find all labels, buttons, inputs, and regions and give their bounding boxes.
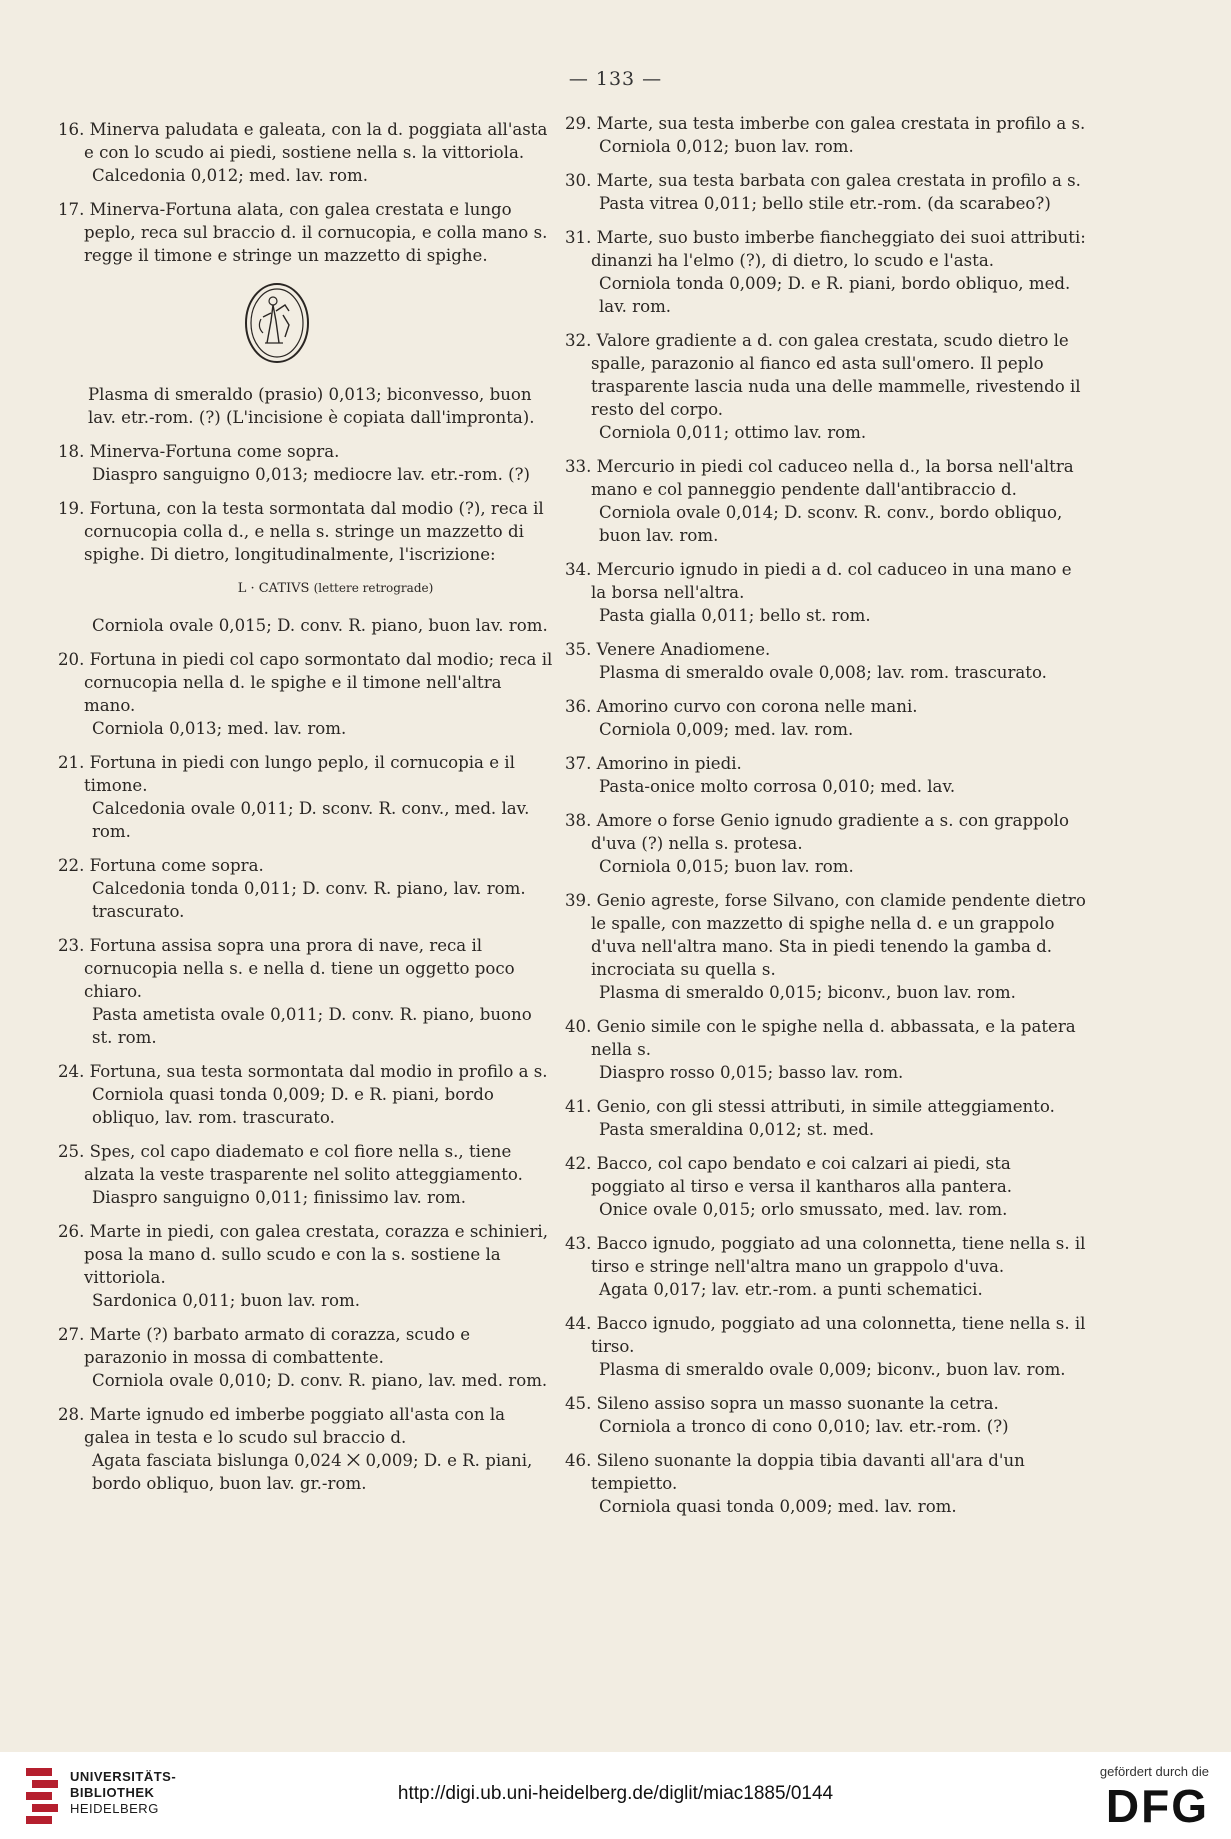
entry-detail: Pasta vitrea 0,011; bello stile etr.-rom. (da scarabeo?) xyxy=(599,194,1051,213)
entry-detail: Calcedonia ovale 0,011; D. sconv. R. conv., med. lav. rom. xyxy=(92,799,530,841)
entry-detail: Agata 0,017; lav. etr.-rom. a punti schematici. xyxy=(599,1280,983,1299)
entry-detail: Diaspro sanguigno 0,013; mediocre lav. etr.-rom. (?) xyxy=(92,465,530,484)
entry-detail: Corniola 0,013; med. lav. rom. xyxy=(92,719,347,738)
catalog-entry xyxy=(565,455,1087,547)
catalog-entry xyxy=(565,1312,1087,1381)
library-line-3: HEIDELBERG xyxy=(70,1801,159,1816)
catalog-entry xyxy=(565,169,1087,215)
entry-title: 29. Marte, sua testa imberbe con galea crestata in profilo a s. xyxy=(565,114,1086,133)
entry-title: 20. Fortuna in piedi col capo sormontato dal modio; reca il cornucopia nella d. le spighe e il timone nell'altra mano. xyxy=(58,650,553,715)
inscription-text: L · CATIVS xyxy=(237,581,310,596)
entry-detail: Calcedonia 0,012; med. lav. rom. xyxy=(92,166,368,185)
entry-title: 16. Minerva paludata e galeata, con la d. poggiata all'asta e con lo scudo ai piedi, sostiene nella s. la vittoriola. xyxy=(58,120,548,162)
library-line-2: BIBLIOTHEK xyxy=(70,1785,155,1800)
entry-title: 38. Amore o forse Genio ignudo gradiente a s. con grappolo d'uva (?) nella s. protesa. xyxy=(565,811,1069,853)
catalog-entry xyxy=(565,752,1087,798)
entry-detail: Diaspro sanguigno 0,011; finissimo lav. rom. xyxy=(92,1188,466,1207)
entry-detail: Corniola quasi tonda 0,009; D. e R. piani, bordo obliquo, lav. rom. trascurato. xyxy=(92,1085,494,1127)
entry-detail: Plasma di smeraldo ovale 0,009; biconv., buon lav. rom. xyxy=(599,1360,1066,1379)
entry-detail: Corniola 0,015; buon lav. rom. xyxy=(599,857,854,876)
catalog-entry xyxy=(58,751,553,843)
catalog-entry xyxy=(565,1152,1087,1221)
catalog-entry xyxy=(565,112,1087,158)
entry-detail: Corniola 0,009; med. lav. rom. xyxy=(599,720,854,739)
entry-title: 24. Fortuna, sua testa sormontata dal modio in profilo a s. xyxy=(58,1062,548,1081)
entry-title: 33. Mercurio in piedi col caduceo nella d., la borsa nell'altra mano e col panneggio pendente dall'antibraccio d. xyxy=(565,457,1074,499)
entry-title: 37. Amorino in piedi. xyxy=(565,754,742,773)
gem-engraving-icon xyxy=(243,281,311,365)
entry-detail: Calcedonia tonda 0,011; D. conv. R. piano, lav. rom. trascurato. xyxy=(92,879,526,921)
catalog-entry xyxy=(58,854,553,923)
entry-detail: Onice ovale 0,015; orlo smussato, med. lav. rom. xyxy=(599,1200,1008,1219)
entry-title: 30. Marte, sua testa barbata con galea crestata in profilo a s. xyxy=(565,171,1081,190)
entry-title: 42. Bacco, col capo bendato e coi calzari ai piedi, sta poggiato al tirso e versa il kantharos alla pantera. xyxy=(565,1154,1013,1196)
footer-bar xyxy=(0,1752,1231,1839)
catalog-entry xyxy=(58,497,553,566)
catalog-entry xyxy=(58,1323,553,1392)
entry-title: 32. Valore gradiente a d. con galea crestata, scudo dietro le spalle, parazonio al fianco ed asta sull'omero. Il peplo trasparente lascia nuda una delle mammelle, rivestendo il resto del corpo. xyxy=(565,331,1081,419)
entry-detail: Diaspro rosso 0,015; basso lav. rom. xyxy=(599,1063,904,1082)
entry-detail: Agata fasciata bislunga 0,024 ⨉ 0,009; D. e R. piani, bordo obliquo, buon lav. gr.-rom. xyxy=(92,1451,533,1493)
entry-detail: Pasta-onice molto corrosa 0,010; med. lav. xyxy=(599,777,956,796)
entry-detail: Corniola ovale 0,014; D. sconv. R. conv., bordo obliquo, buon lav. rom. xyxy=(599,503,1063,545)
entry-title: 39. Genio agreste, forse Silvano, con clamide pendente dietro le spalle, con mazzetto di spighe nella d. e un grappolo d'uva nell'altra mano. Sta in piedi tenendo la gamba d. incrociata su quella s. xyxy=(565,891,1086,979)
funding-caption: gefördert durch die xyxy=(1099,1764,1209,1779)
catalog-entry xyxy=(565,695,1087,741)
entry-detail: Corniola 0,012; buon lav. rom. xyxy=(599,137,854,156)
catalog-entry xyxy=(565,1392,1087,1438)
left-entries-b xyxy=(58,440,553,566)
catalog-entry xyxy=(565,809,1087,878)
catalog-entry xyxy=(58,1220,553,1312)
right-entries xyxy=(565,112,1087,1518)
entry-detail: Corniola 0,011; ottimo lav. rom. xyxy=(599,423,867,442)
left-column xyxy=(58,118,553,1506)
entry-detail: Pasta ametista ovale 0,011; D. conv. R. piano, buono st. rom. xyxy=(92,1005,532,1047)
entry-title: 25. Spes, col capo diademato e col fiore nella s., tiene alzata la veste trasparente nel solito atteggiamento. xyxy=(58,1142,523,1184)
entry-detail: Sardonica 0,011; buon lav. rom. xyxy=(92,1291,360,1310)
left-entries-c xyxy=(58,648,553,1495)
entry-19-detail: Corniola ovale 0,015; D. conv. R. piano, buon lav. rom. xyxy=(92,616,548,635)
entry-detail: Corniola tonda 0,009; D. e R. piani, bordo obliquo, med. lav. rom. xyxy=(599,274,1071,316)
right-column xyxy=(565,112,1087,1529)
catalog-entry xyxy=(58,198,553,267)
entry-title: 17. Minerva-Fortuna alata, con galea crestata e lungo peplo, reca sul braccio d. il cornucopia, e colla mano s. regge il timone e stringe un mazzetto di spighe. xyxy=(58,200,548,265)
catalog-entry xyxy=(58,1403,553,1495)
entry-detail: Pasta gialla 0,011; bello st. rom. xyxy=(599,606,871,625)
entry-title: 28. Marte ignudo ed imberbe poggiato all'asta con la galea in testa e lo scudo sul braccio d. xyxy=(58,1405,506,1447)
entry-title: 22. Fortuna come sopra. xyxy=(58,856,264,875)
catalog-entry xyxy=(565,638,1087,684)
catalog-entry xyxy=(565,226,1087,318)
entry-title: 45. Sileno assiso sopra un masso suonante la cetra. xyxy=(565,1394,999,1413)
left-entries-a xyxy=(58,118,553,267)
catalog-entry xyxy=(565,889,1087,1004)
entry-detail: Corniola ovale 0,010; D. conv. R. piano, lav. med. rom. xyxy=(92,1371,548,1390)
catalog-entry xyxy=(58,118,553,187)
entry-title: 36. Amorino curvo con corona nelle mani. xyxy=(565,697,918,716)
entry-title: 23. Fortuna assisa sopra una prora di nave, reca il cornucopia nella s. e nella d. tiene un oggetto poco chiaro. xyxy=(58,936,515,1001)
entry-title: 46. Sileno suonante la doppia tibia davanti all'ara d'un tempietto. xyxy=(565,1451,1025,1493)
inscription-note: (lettere retrograde) xyxy=(313,581,434,595)
catalog-entry xyxy=(565,1449,1087,1518)
catalog-entry xyxy=(58,1140,553,1209)
entry-title: 34. Mercurio ignudo in piedi a d. col caduceo in una mano e la borsa nell'altra. xyxy=(565,560,1072,602)
catalog-entry xyxy=(58,440,553,486)
catalog-entry xyxy=(565,1232,1087,1301)
catalog-entry xyxy=(565,1015,1087,1084)
entry-title: 35. Venere Anadiomene. xyxy=(565,640,771,659)
catalog-entry xyxy=(58,648,553,740)
page-url-link[interactable]: http://digi.ub.uni-heidelberg.de/diglit/miac1885/0144 xyxy=(397,1783,834,1804)
entry-detail: Plasma di smeraldo ovale 0,008; lav. rom. trascurato. xyxy=(599,663,1047,682)
entry-title: 19. Fortuna, con la testa sormontata dal modio (?), reca il cornucopia colla d., e nella s. stringe un mazzetto di spighe. Di dietro, longitudinalmente, l'iscrizione: xyxy=(58,499,544,564)
catalog-entry xyxy=(565,1095,1087,1141)
dfg-logo: DFG xyxy=(1105,1780,1209,1832)
library-line-1: UNIVERSITÄTS- xyxy=(70,1769,177,1784)
page-number: — 133 — xyxy=(568,68,663,90)
inscription xyxy=(58,577,553,600)
entry-title: 43. Bacco ignudo, poggiato ad una colonnetta, tiene nella s. il tirso e stringe nell'altra mano un grappolo d'uva. xyxy=(565,1234,1086,1276)
entry-title: 44. Bacco ignudo, poggiato ad una colonnetta, tiene nella s. il tirso. xyxy=(565,1314,1086,1356)
catalog-entry xyxy=(565,329,1087,444)
catalog-entry xyxy=(58,1060,553,1129)
entry-detail: Corniola quasi tonda 0,009; med. lav. rom. xyxy=(599,1497,957,1516)
entry-title: 21. Fortuna in piedi con lungo peplo, il cornucopia e il timone. xyxy=(58,753,515,795)
entry-title: 27. Marte (?) barbato armato di corazza, scudo e parazonio in mossa di combattente. xyxy=(58,1325,471,1367)
entry-detail: Pasta smeraldina 0,012; st. med. xyxy=(599,1120,875,1139)
entry-title: 26. Marte in piedi, con galea crestata, corazza e schinieri, posa la mano d. sullo scudo e con la s. sostiene la vittoriola. xyxy=(58,1222,549,1287)
entry-detail: Corniola a tronco di cono 0,010; lav. etr.-rom. (?) xyxy=(599,1417,1009,1436)
entry-title: 31. Marte, suo busto imberbe fiancheggiato dei suoi attributi: dinanzi ha l'elmo (?), di dietro, lo scudo e l'asta. xyxy=(565,228,1086,270)
gem-illustration xyxy=(243,281,311,365)
entry-title: 40. Genio simile con le spighe nella d. abbassata, e la patera nella s. xyxy=(565,1017,1076,1059)
gem-plate-caption: Plasma di smeraldo (prasio) 0,013; biconvesso, buon lav. etr.-rom. (?) (L'incisione è copiata dall'impronta). xyxy=(88,385,535,427)
catalog-entry xyxy=(565,558,1087,627)
catalog-entry xyxy=(58,934,553,1049)
entry-title: 18. Minerva-Fortuna come sopra. xyxy=(58,442,340,461)
entry-title: 41. Genio, con gli stessi attributi, in simile atteggiamento. xyxy=(565,1097,1055,1116)
entry-detail: Plasma di smeraldo 0,015; biconv., buon lav. rom. xyxy=(599,983,1016,1002)
